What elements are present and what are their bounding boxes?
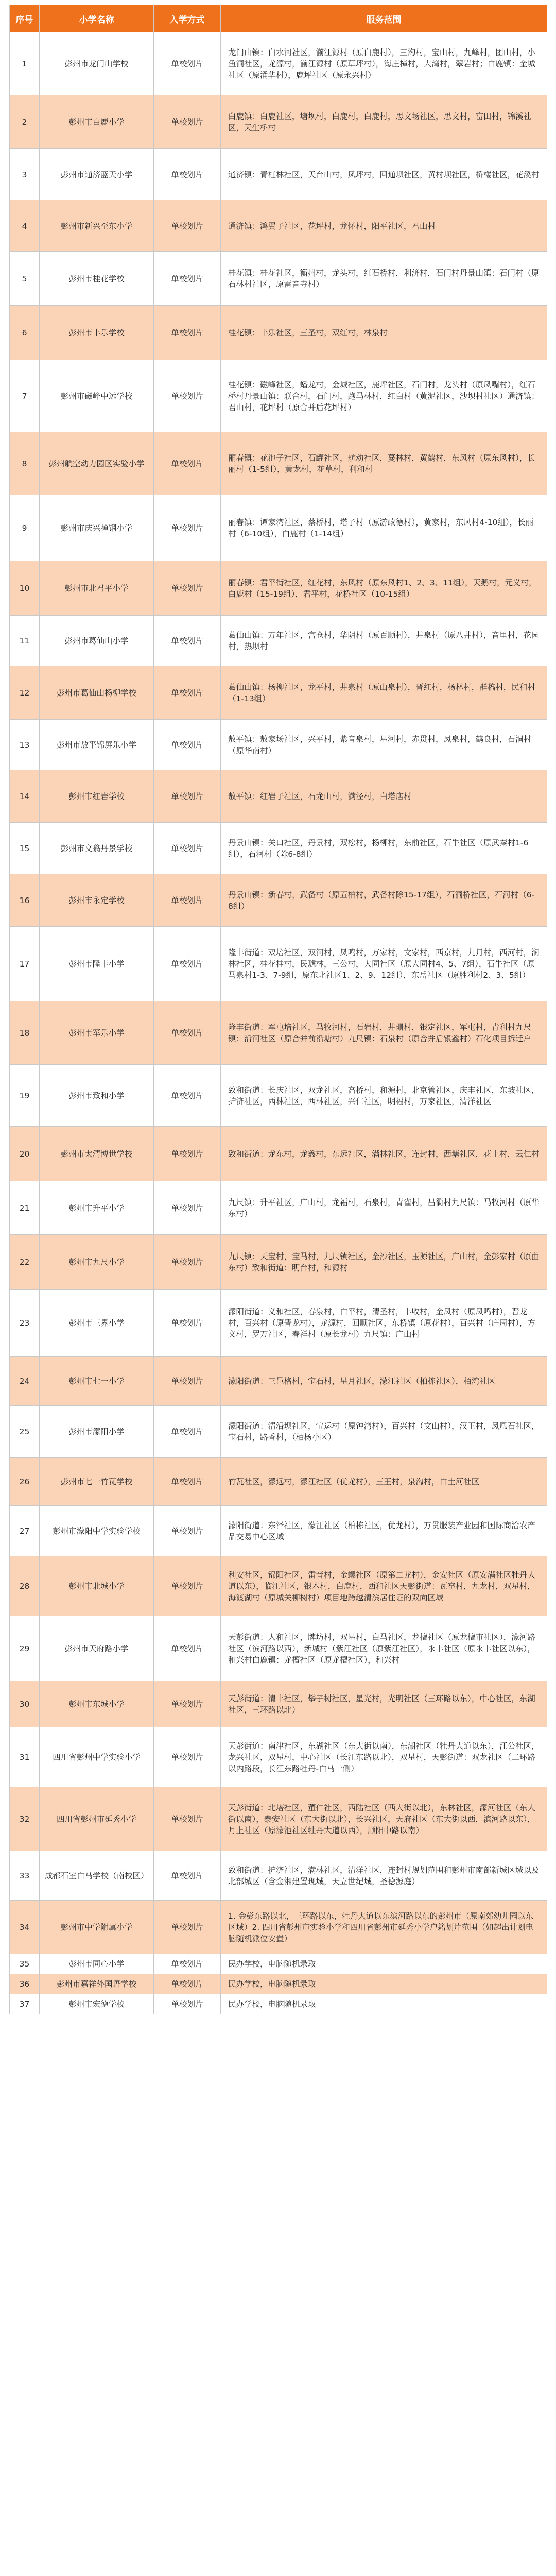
cell-enroll-mode: 单校划片: [154, 1994, 221, 2014]
cell-service-area: 丽春镇：花池子社区，石罐社区，航动社区，蔓林村，黄鹤村，东风村（原东风村），长丽村（1-5组），黄龙村，花草村，利和村: [221, 432, 547, 495]
cell-no: 1: [10, 32, 40, 95]
cell-service-area: 致和街道：长庆社区，双龙社区，高桥村，和源村，北京管社区，庆丰社区，东坡社区，护济社区，西林社区，西林社区，兴仁社区，明福村，万家社区，清洋社区: [221, 1065, 547, 1127]
cell-enroll-mode: 单校划片: [154, 1556, 221, 1616]
cell-no: 13: [10, 720, 40, 770]
cell-service-area: 濛阳街道：三邑格村，宝石村，星月社区，濛江社区（柏栋社区），栢湾社区: [221, 1357, 547, 1406]
cell-no: 5: [10, 252, 40, 306]
cell-enroll-mode: 单校划片: [154, 1506, 221, 1556]
cell-no: 8: [10, 432, 40, 495]
cell-service-area: 隆丰街道：军屯培社区，马牧河村，石岩村，井珊村，银定社区，军屯村，青利村九尺镇：沿河社区（原合并前沿塘村）九尺镇：石泉村（原合并后银鑫村）石化项目拆迁户: [221, 1001, 547, 1065]
table-row: [10, 874, 547, 927]
cell-enroll-mode: 单校划片: [154, 32, 221, 95]
cell-school-name: 彭州市隆丰小学: [40, 927, 154, 1001]
table-row: [10, 1065, 547, 1127]
cell-school-name: 成都石室白马学校（南校区）: [40, 1851, 154, 1901]
cell-school-name: 彭州市新兴至东小学: [40, 200, 154, 252]
cell-school-name: 彭州市七一竹瓦学校: [40, 1458, 154, 1506]
table-row: [10, 149, 547, 200]
cell-enroll-mode: 单校划片: [154, 927, 221, 1001]
cell-no: 2: [10, 95, 40, 149]
cell-service-area: 白鹿镇：白鹿社区，塘坝村，白鹿村，白鹿村，思文场社区，思文村，富田村，锦溪社区，天生桥村: [221, 95, 547, 149]
table-row: [10, 1458, 547, 1506]
table-header-row: [10, 5, 547, 32]
cell-enroll-mode: 单校划片: [154, 252, 221, 306]
cell-service-area: 致和街道：护济社区，满林社区，清洋社区，连封村规划范围和彭州市南部新城区域以及北部城区（含金湘建置现城，天立世纪城，圣德源庭）: [221, 1851, 547, 1901]
header-name: 小学名称: [40, 5, 154, 32]
cell-enroll-mode: 单校划片: [154, 561, 221, 616]
cell-no: 23: [10, 1290, 40, 1357]
cell-service-area: 通济镇：青杠林社区，天台山村，凤坪村，回通坝社区，黄村坝社区，桥楼社区，花溪村: [221, 149, 547, 200]
cell-enroll-mode: 单校划片: [154, 874, 221, 927]
cell-no: 9: [10, 495, 40, 561]
table-row: [10, 1851, 547, 1901]
cell-enroll-mode: 单校划片: [154, 1458, 221, 1506]
cell-school-name: 彭州市同心小学: [40, 1954, 154, 1974]
cell-service-area: 桂花镇：桂花社区，衡州村，龙头村，红石桥村，利济村，石门村丹景山镇：石门村（原石林村社区，原雷音寺村）: [221, 252, 547, 306]
cell-no: 26: [10, 1458, 40, 1506]
cell-school-name: 彭州市北君平小学: [40, 561, 154, 616]
table-row: [10, 823, 547, 874]
cell-no: 7: [10, 360, 40, 432]
cell-school-name: 彭州市桂花学校: [40, 252, 154, 306]
table-row: [10, 1974, 547, 1994]
cell-no: 14: [10, 770, 40, 823]
cell-service-area: 敖平镇：敖家场社区，兴平村，紫音泉村，星河村，赤贯村，凤泉村，鹤良村，石洞村（原华南村）: [221, 720, 547, 770]
cell-service-area: 丹景山镇：新春村，武备村（原五柏村，武备村除15-17组），石洞桥社区，石河村（6-8组）: [221, 874, 547, 927]
cell-enroll-mode: 单校划片: [154, 1681, 221, 1727]
cell-service-area: 丹景山镇：关口社区，丹景村，双松村，杨柳村，东前社区，石牛社区（原武秦村1-6组），石河村（除6-8组）: [221, 823, 547, 874]
cell-no: 3: [10, 149, 40, 200]
cell-school-name: 彭州市濛阳中学实验学校: [40, 1506, 154, 1556]
cell-service-area: 竹瓦社区，濛远村，濛江社区（优龙村），三王村，泉沟村，白土河社区: [221, 1458, 547, 1506]
cell-enroll-mode: 单校划片: [154, 770, 221, 823]
cell-no: 33: [10, 1851, 40, 1901]
cell-school-name: 彭州市升平小学: [40, 1181, 154, 1235]
cell-enroll-mode: 单校划片: [154, 1901, 221, 1954]
table-row: [10, 561, 547, 616]
cell-school-name: 彭州市龙门山学校: [40, 32, 154, 95]
table-row: [10, 306, 547, 360]
cell-service-area: 民办学校，电脑随机录取: [221, 1954, 547, 1974]
header-no: 序号: [10, 5, 40, 32]
cell-enroll-mode: 单校划片: [154, 666, 221, 720]
cell-enroll-mode: 单校划片: [154, 1181, 221, 1235]
cell-no: 10: [10, 561, 40, 616]
cell-no: 29: [10, 1616, 40, 1681]
header-mode: 入学方式: [154, 5, 221, 32]
cell-school-name: 彭州市通济蓝天小学: [40, 149, 154, 200]
cell-service-area: 葛仙山镇：万年社区，宫仓村，华阴村（原百顺村），井泉村（原八井村），音里村，花园村，热坝村: [221, 616, 547, 666]
cell-service-area: 九尺镇：升平社区，广山村，龙福村，石泉村，青雀村，昌衢村九尺镇：马牧河村（原华东村）: [221, 1181, 547, 1235]
cell-no: 27: [10, 1506, 40, 1556]
table-row: [10, 432, 547, 495]
table-row: [10, 1616, 547, 1681]
table-row: [10, 360, 547, 432]
table-row: [10, 1235, 547, 1290]
cell-service-area: 天彭街道：南津社区，东湖社区（东大街以南），东湖社区（牡丹大道以东），江公社区，龙兴社区，双星村，中心社区（长江东路以北），双星村，天彭街道：双龙社区（二环路以内路段，长江东路牡丹-白马一侧）: [221, 1727, 547, 1787]
enrollment-zone-table: [9, 5, 547, 2014]
cell-enroll-mode: 单校划片: [154, 306, 221, 360]
cell-enroll-mode: 单校划片: [154, 1290, 221, 1357]
cell-enroll-mode: 单校划片: [154, 823, 221, 874]
table-row: [10, 666, 547, 720]
cell-no: 31: [10, 1727, 40, 1787]
cell-school-name: 彭州市白鹿小学: [40, 95, 154, 149]
cell-enroll-mode: 单校划片: [154, 149, 221, 200]
cell-school-name: 彭州市濛阳小学: [40, 1406, 154, 1458]
cell-school-name: 彭州市敖平锦屏乐小学: [40, 720, 154, 770]
cell-school-name: 彭州市磁峰中远学校: [40, 360, 154, 432]
cell-enroll-mode: 单校划片: [154, 1127, 221, 1181]
table-row: [10, 200, 547, 252]
cell-service-area: 桂花镇：丰乐社区，三圣村，双红村，林泉村: [221, 306, 547, 360]
table-row: [10, 927, 547, 1001]
cell-enroll-mode: 单校划片: [154, 1787, 221, 1851]
cell-school-name: 彭州市红岩学校: [40, 770, 154, 823]
table-row: [10, 1681, 547, 1727]
cell-school-name: 四川省彭州中学实验小学: [40, 1727, 154, 1787]
cell-service-area: 天彭街道：清丰社区，攀子树社区，星光村，光明社区（三环路以东），中心社区，东湖社区，三环路以北）: [221, 1681, 547, 1727]
table-row: [10, 1001, 547, 1065]
cell-school-name: 彭州市致和小学: [40, 1065, 154, 1127]
table-row: [10, 1290, 547, 1357]
cell-school-name: 彭州市天府路小学: [40, 1616, 154, 1681]
cell-enroll-mode: 单校划片: [154, 360, 221, 432]
table-row: [10, 1727, 547, 1787]
cell-service-area: 九尺镇：天宝村，宝马村，九尺镇社区，金沙社区，玉源社区，广山村，金彭家村（原曲东村）致和街道：明台村，和源村: [221, 1235, 547, 1290]
cell-no: 18: [10, 1001, 40, 1065]
cell-no: 6: [10, 306, 40, 360]
cell-school-name: 彭州市七一小学: [40, 1357, 154, 1406]
cell-enroll-mode: 单校划片: [154, 1406, 221, 1458]
cell-no: 36: [10, 1974, 40, 1994]
cell-enroll-mode: 单校划片: [154, 1065, 221, 1127]
table-row: [10, 1954, 547, 1974]
cell-service-area: 濛阳街道：清沿坝社区，宝运村（原钟湾村），百兴村（文山村），汉王村，凤凰石社区，宝石村，路香村，（栢杨小区）: [221, 1406, 547, 1458]
cell-no: 28: [10, 1556, 40, 1616]
cell-no: 32: [10, 1787, 40, 1851]
cell-no: 21: [10, 1181, 40, 1235]
cell-no: 16: [10, 874, 40, 927]
table-row: [10, 1556, 547, 1616]
cell-enroll-mode: 单校划片: [154, 720, 221, 770]
cell-service-area: 龙门山镇：白水河社区，湔江源村（原白鹿村），三沟村，宝山村，九峰村，团山村，小鱼洞社区，龙源村，湔江源村（原草坪村），海庄樟村，大湾村，翠岩村；白鹿镇：金城社区（原涌华村），鹿坪社区（原永兴村）: [221, 32, 547, 95]
cell-school-name: 彭州市东城小学: [40, 1681, 154, 1727]
cell-enroll-mode: 单校划片: [154, 616, 221, 666]
cell-school-name: 四川省彭州市延秀小学: [40, 1787, 154, 1851]
cell-school-name: 彭州市三界小学: [40, 1290, 154, 1357]
cell-enroll-mode: 单校划片: [154, 1727, 221, 1787]
cell-service-area: 桂花镇：磁峰社区，蟠龙村，金城社区，鹿坪社区，石门村，龙头村（原凤嘴村），红石桥村丹景山镇：联合村，石门村，跑马林村，红白村（黄泥社区，沙坝村社区）通济镇：君山村，花坪村（原合并后花坪村）: [221, 360, 547, 432]
cell-no: 37: [10, 1994, 40, 2014]
cell-enroll-mode: 单校划片: [154, 1357, 221, 1406]
table-row: [10, 495, 547, 561]
cell-service-area: 通济镇：鸿翼子社区，花坪村，龙怀村，阳平社区，君山村: [221, 200, 547, 252]
cell-enroll-mode: 单校划片: [154, 1851, 221, 1901]
cell-school-name: 彭州市永定学校: [40, 874, 154, 927]
cell-service-area: 民办学校，电脑随机录取: [221, 1974, 547, 1994]
cell-enroll-mode: 单校划片: [154, 1616, 221, 1681]
table-row: [10, 1994, 547, 2014]
table-row: [10, 252, 547, 306]
cell-school-name: 彭州市庆兴禅钢小学: [40, 495, 154, 561]
table-row: [10, 1357, 547, 1406]
cell-service-area: 敖平镇：红岩子社区，石龙山村，满泾村，白塔店村: [221, 770, 547, 823]
cell-no: 20: [10, 1127, 40, 1181]
cell-no: 19: [10, 1065, 40, 1127]
cell-school-name: 彭州市九尺小学: [40, 1235, 154, 1290]
cell-service-area: 濛阳街道：义和社区，春泉村，白平村，清圣村，丰收村，金凤村（原凤鸣村），晋龙村，百兴村（原晋龙村），龙源村，回顺社区，东桥镇（原花村），百兴村（庙周村），方义村，罗万社区，春祥村（原长龙村）九尺镇：广山村: [221, 1290, 547, 1357]
cell-no: 12: [10, 666, 40, 720]
cell-no: 22: [10, 1235, 40, 1290]
cell-service-area: 天彭街道：北塔社区，董仁社区，西陆社区（西大街以北），东林社区，濛河社区（东大街以南），泰安社区（东大街以北），长兴社区，天府社区（东大街以西，滨河路以东），月上社区（原濛池社区牡丹大道以西），顺阳中路以南）: [221, 1787, 547, 1851]
cell-school-name: 彭州市文翁丹景学校: [40, 823, 154, 874]
cell-enroll-mode: 单校划片: [154, 495, 221, 561]
table-row: [10, 1406, 547, 1458]
table-row: [10, 1181, 547, 1235]
cell-school-name: 彭州市中学附属小学: [40, 1901, 154, 1954]
cell-service-area: 1. 金彭东路以北，三环路以东，牡丹大道以东滨河路以东的彭州市（原南郊幼儿园以东区域）2. 四川省彭州市实验小学和四川省彭州市延秀小学户籍划片范围（如超出计划电脑随机派位安置）: [221, 1901, 547, 1954]
table-row: [10, 1787, 547, 1851]
cell-school-name: 彭州市嘉祥外国语学校: [40, 1974, 154, 1994]
cell-enroll-mode: 单校划片: [154, 1001, 221, 1065]
cell-service-area: 葛仙山镇：杨柳社区，龙平村，井泉村（原山泉村），晋红村，杨林村，群稿村，民和村（1-13组）: [221, 666, 547, 720]
cell-no: 34: [10, 1901, 40, 1954]
cell-school-name: 彭州市丰乐学校: [40, 306, 154, 360]
table-row: [10, 1506, 547, 1556]
cell-enroll-mode: 单校划片: [154, 1974, 221, 1994]
cell-service-area: 濛阳街道：东泽社区，濛江社区（柏栋社区，优龙村），万贯服装产业园和国际商洽农产品交易中心区域: [221, 1506, 547, 1556]
cell-enroll-mode: 单校划片: [154, 432, 221, 495]
cell-school-name: 彭州市北城小学: [40, 1556, 154, 1616]
cell-no: 30: [10, 1681, 40, 1727]
cell-enroll-mode: 单校划片: [154, 1954, 221, 1974]
cell-enroll-mode: 单校划片: [154, 95, 221, 149]
table-row: [10, 616, 547, 666]
header-area: 服务范围: [221, 5, 547, 32]
cell-school-name: 彭州市军乐小学: [40, 1001, 154, 1065]
cell-school-name: 彭州航空动力园区实验小学: [40, 432, 154, 495]
cell-service-area: 隆丰街道：双培社区，双河村，凤鸣村，万家村，文家村，西京村，九月村，西河村，涧林社区，桂花桂村，民琥林，三公村，大同社区（原大同村4、5、7组），石牛社区（原马泉村1-3、7-9组，原东北社区1、2、9、12组），东岳社区（原胜利村2、3、5组）: [221, 927, 547, 1001]
table-row: [10, 32, 547, 95]
table-row: [10, 720, 547, 770]
cell-no: 4: [10, 200, 40, 252]
cell-no: 17: [10, 927, 40, 1001]
table-row: [10, 1901, 547, 1954]
cell-no: 35: [10, 1954, 40, 1974]
table-row: [10, 770, 547, 823]
cell-school-name: 彭州市葛仙山杨柳学校: [40, 666, 154, 720]
cell-no: 25: [10, 1406, 40, 1458]
table-row: [10, 95, 547, 149]
cell-service-area: 丽春镇：君平街社区，红花村，东风村（原东风村1、2、3、11组），天鹅村，元义村，白鹿村（15-19组），君平村，花桥社区（10-15组）: [221, 561, 547, 616]
cell-service-area: 利安社区，锦阳社区，雷音村，金螺社区（原第二龙村），金安社区（原安满社区牡丹大道以东），临江社区，银木村，白鹿村，西和社区天彭街道：瓦窑村，九龙村，双星村，海渡湖村（原城关柳树村）项目地跨越清滨居住证的双向区域: [221, 1556, 547, 1616]
cell-no: 15: [10, 823, 40, 874]
cell-school-name: 彭州市宏德学校: [40, 1994, 154, 2014]
cell-enroll-mode: 单校划片: [154, 1235, 221, 1290]
cell-no: 11: [10, 616, 40, 666]
cell-school-name: 彭州市葛仙山小学: [40, 616, 154, 666]
cell-service-area: 天彭街道：人和社区，牌坊村，双星村，白马社区，龙檀社区（原龙檀市社区），濛河路社区（滨河路以西），新城村（紫江社区（原紫江社区），永丰社区（原永丰社区以东），和兴村白鹿镇：龙檀社区（原龙檀社区），和兴村: [221, 1616, 547, 1681]
cell-enroll-mode: 单校划片: [154, 200, 221, 252]
cell-service-area: 民办学校，电脑随机录取: [221, 1994, 547, 2014]
cell-school-name: 彭州市太清博世学校: [40, 1127, 154, 1181]
cell-service-area: 丽春镇：谭家湾社区，蔡桥村，塔子村（原游政德村），黄家村，东风村4-10组），长丽村（6-10组），白鹿村（1-14组）: [221, 495, 547, 561]
cell-no: 24: [10, 1357, 40, 1406]
cell-service-area: 致和街道：龙东村，龙鑫村，东远社区，满林社区，连封村，西塘社区，花土村，云仁村: [221, 1127, 547, 1181]
table-row: [10, 1127, 547, 1181]
